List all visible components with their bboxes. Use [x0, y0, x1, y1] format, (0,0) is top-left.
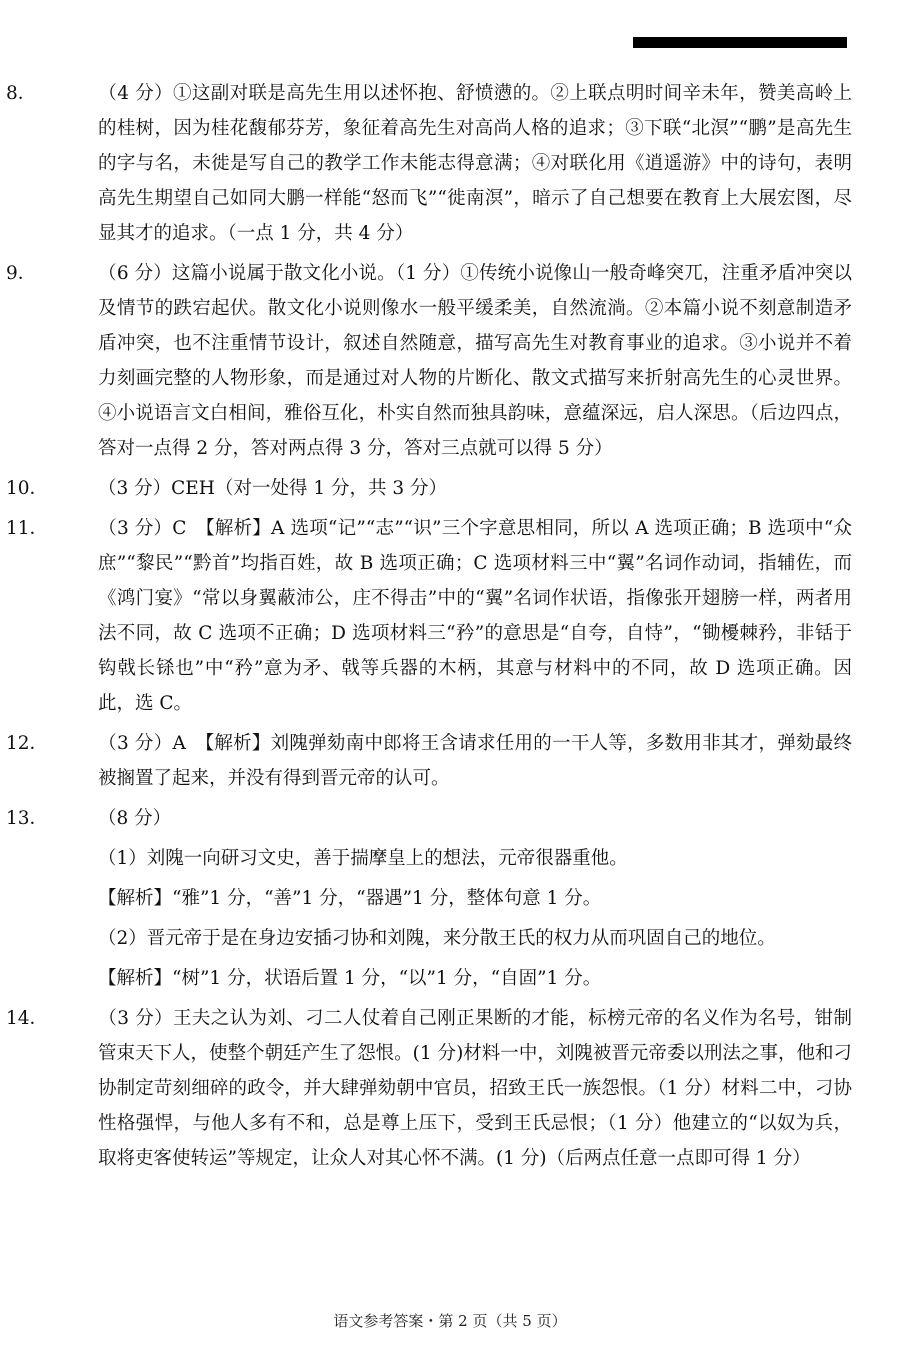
answer-item-11 [6, 511, 852, 721]
item-number: 9． [6, 263, 37, 284]
answer-item-12 [6, 726, 852, 796]
item-13-translation-1: （1）刘隗一向研习文史，善于揣摩皇上的想法，元帝很器重他。 [98, 848, 628, 869]
answer-item-14 [6, 1001, 852, 1176]
item-text: （3 分）王夫之认为刘、刁二人仗着自己刚正果断的才能，标榜元帝的名义作为名号，钳制管束天下人，使整个朝廷产生了怨恨。(1 分)材料一中，刘隗被晋元帝委以刑法之事，他和刁协制定苛刻细碎的政令，并大肆弹劾朝中官员，招致王氏一族怨恨。（1 分）材料二中，刁协性格强悍，与他人多有不和，总是尊上压下，受到王氏忌恨；（1 分）他建立的“以奴为兵，取将吏客使转运”等规定，让众人对其心怀不满。(1 分)（后两点任意一点即可得 1 分） [98, 1008, 852, 1169]
item-text: （8 分） [98, 808, 172, 829]
item-text: （4 分）①这副对联是高先生用以述怀抱、舒愤懑的。②上联点明时间辛未年，赞美高岭上的桂树，因为桂花馥郁芬芳，象征着高先生对高尚人格的追求；③下联“北溟”“鹏”是高先生的字与名，未徙是写自己的教学工作未能志得意满；④对联化用《逍遥游》中的诗句，表明高先生期望自己如同大鹏一样能“怒而飞”“徙南溟”，暗示了自己想要在教育上大展宏图，尽显其才的追求。（一点 1 分，共 4 分） [98, 83, 852, 244]
item-text: （3 分）C 【解析】A 选项“记”“志”“识”三个字意思相同，所以 A 选项正确；B 选项中“众庶”“黎民”“黔首”均指百姓，故 B 选项正确；C 选项材料三中“翼”名词作动词，指辅佐，而《鸿门宴》“常以身翼蔽沛公，庄不得击”中的“翼”名词作状语，指像张开翅膀一样，两者用法不同，故 C 选项不正确；D 选项材料三“矜”的意思是“自夸，自恃”，“锄櫌棘矜，非铦于钩戟长铩也”中“矜”意为矛、戟等兵器的木柄，其意与材料中的不同，故 D 选项正确。因此，选 C。 [98, 518, 852, 714]
item-number: 14． [6, 1008, 49, 1029]
answer-item-13 [6, 801, 852, 836]
item-number: 10． [6, 478, 49, 499]
item-number: 13． [6, 808, 49, 829]
header-bar [633, 37, 847, 48]
item-13-translation-2: （2）晋元帝于是在身边安插刁协和刘隗，来分散王氏的权力从而巩固自己的地位。 [98, 928, 776, 949]
item-text: （3 分）CEH（对一处得 1 分，共 3 分） [98, 478, 448, 499]
page-footer: 语文参考答案・第 2 页（共 5 页） [333, 1312, 567, 1330]
item-text: （6 分）这篇小说属于散文化小说。（1 分）①传统小说像山一般奇峰突兀，注重矛盾冲突以及情节的跌宕起伏。散文化小说则像水一般平缓柔美，自然流淌。②本篇小说不刻意制造矛盾冲突，也不注重情节设计，叙述自然随意，描写高先生对教育事业的追求。③小说并不着力刻画完整的人物形象，而是通过对人物的片断化、散文式描写来折射高先生的心灵世界。④小说语言文白相间，雅俗互化，朴实自然而独具韵味，意蕴深远，启人深思。（后边四点，答对一点得 2 分，答对两点得 3 分，答对三点就可以得 5 分） [98, 263, 852, 459]
answer-item-8 [6, 76, 852, 251]
item-number: 8． [6, 83, 37, 104]
answer-item-9 [6, 256, 852, 466]
item-13-analysis-2: 【解析】“树”1 分，状语后置 1 分，“以”1 分，“自固”1 分。 [98, 968, 602, 989]
answer-item-10 [6, 471, 852, 506]
item-number: 11． [6, 518, 49, 539]
item-number: 12． [6, 733, 49, 754]
answer-content [6, 76, 852, 1176]
item-text: （3 分）A 【解析】刘隗弹劾南中郎将王含请求任用的一干人等，多数用非其才，弹劾最终被搁置了起来，并没有得到晋元帝的认可。 [98, 733, 852, 789]
item-13-analysis-1: 【解析】“雅”1 分，“善”1 分，“器遇”1 分，整体句意 1 分。 [98, 888, 602, 909]
